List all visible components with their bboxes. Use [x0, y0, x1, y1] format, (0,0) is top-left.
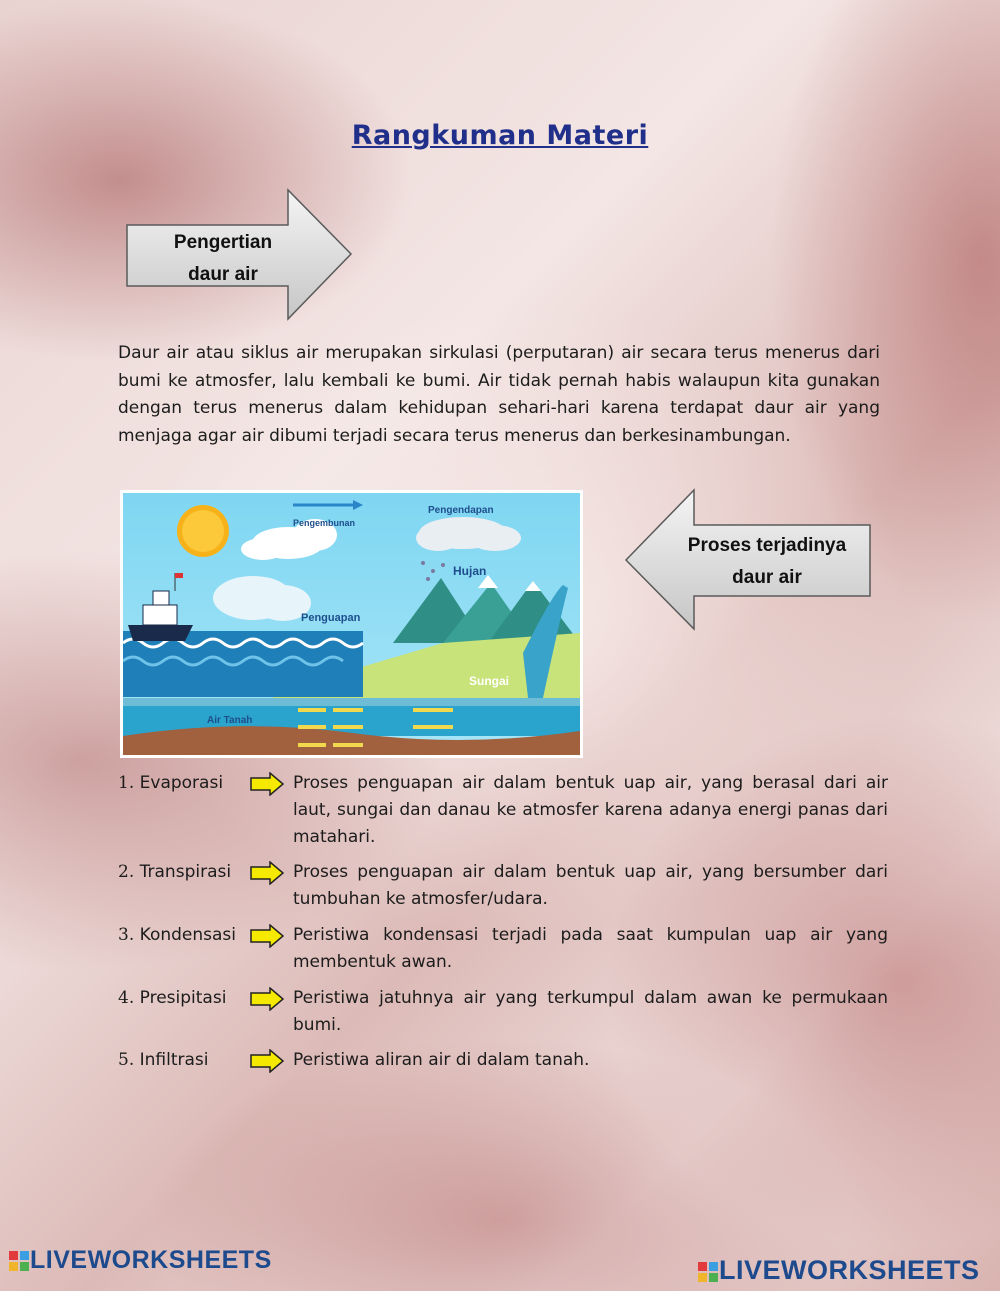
list-desc: Peristiwa aliran air di dalam tanah.: [293, 1050, 590, 1070]
list-desc: Peristiwa jatuhnya air yang terkumpul dalam awan ke permukaan bumi.: [293, 988, 888, 1035]
liveworksheets-logo-right: LIVEWORKSHEETS: [697, 1255, 980, 1286]
label-evaporation: Penguapan: [301, 612, 361, 624]
list-item: [118, 859, 888, 913]
list-term: 2. Transpirasi: [118, 862, 232, 882]
definition-line1: Pengertian: [173, 232, 273, 253]
label-river: Sungai: [469, 674, 510, 688]
yellow-arrow-icon: [250, 1049, 284, 1073]
list-item: [118, 1047, 888, 1075]
definition-line2: daur air: [188, 264, 258, 285]
process-line1: Proses terjadinya: [687, 535, 847, 556]
liveworksheets-logo-left: LIVEWORKSHEETS: [8, 1246, 272, 1275]
definition-paragraph: Daur air atau siklus air merupakan sirkulasi (perputaran) air secara terus menerus dari bumi ke atmosfer, lalu kembali ke bumi. Air tidak pernah habis walaupun kita gunakan dengan terus menerus dalam kehidupan sehari-hari karena terdapat daur air yang menjaga agar air dibumi terjadi secara terus menerus dan berkesinambungan.: [118, 343, 880, 446]
label-condensation: Pengembunan: [293, 518, 356, 528]
definition-arrow-label: [128, 227, 318, 291]
yellow-arrow-icon: [250, 861, 284, 885]
list-term: 1. Evaporasi: [118, 773, 224, 793]
yellow-arrow-icon: [250, 987, 284, 1011]
label-groundwater: Air Tanah: [207, 715, 253, 726]
list-desc: Proses penguapan air dalam bentuk uap air, yang berasal dari air laut, sungai dan danau ke atmosfer karena adanya energi panas dari matahari.: [293, 773, 888, 847]
page-title: Rangkuman Materi: [351, 120, 649, 151]
list-desc: Peristiwa kondensasi terjadi pada saat kumpulan uap air yang membentuk awan.: [293, 925, 888, 972]
process-arrow-label: [662, 530, 872, 594]
sun-icon: [177, 505, 229, 557]
label-rain: Hujan: [453, 564, 487, 578]
list-term: 4. Presipitasi: [118, 988, 227, 1008]
list-term: 5. Infiltrasi: [118, 1050, 209, 1070]
logo-icon: [697, 1261, 719, 1283]
list-item: [118, 985, 888, 1039]
list-item: [118, 770, 888, 850]
list-term: 3. Kondensasi: [118, 925, 236, 945]
label-precipitation: Pengendapan: [428, 505, 494, 516]
yellow-arrow-icon: [250, 924, 284, 948]
list-item: [118, 922, 888, 976]
process-line2: daur air: [732, 567, 802, 588]
list-desc: Proses penguapan air dalam bentuk uap air, yang bersumber dari tumbuhan ke atmosfer/udara.: [293, 862, 888, 909]
yellow-arrow-icon: [250, 772, 284, 796]
water-cycle-diagram: [120, 490, 583, 758]
logo-icon: [8, 1250, 30, 1272]
